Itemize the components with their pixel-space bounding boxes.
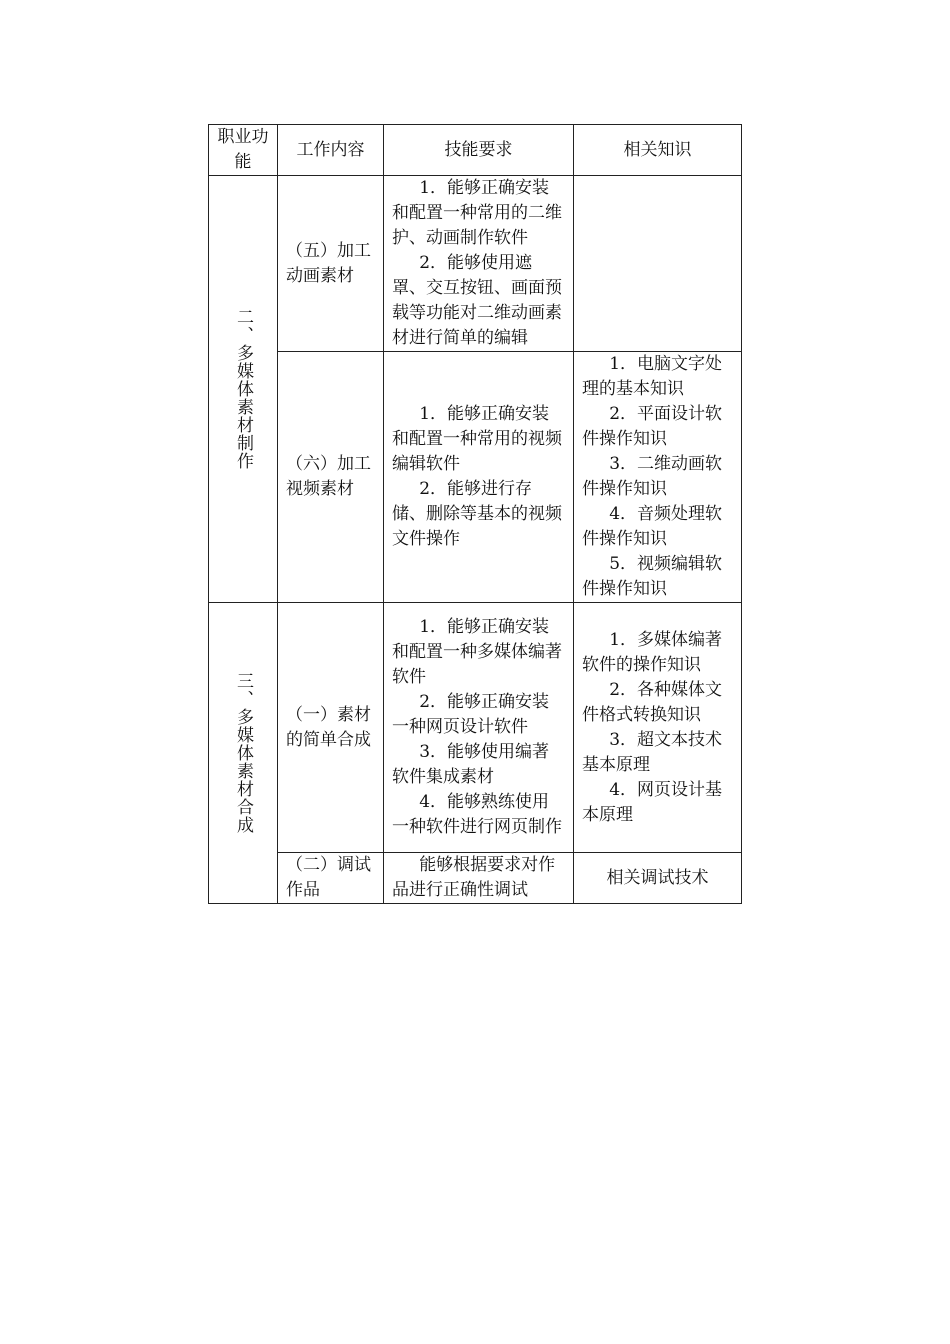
- table-row: [209, 603, 742, 853]
- knowledge-item: 2．各种媒体文件格式转换知识: [582, 679, 723, 725]
- skill-item: 1．能够正确安装和配置一种常用的视频编辑软件: [392, 404, 562, 474]
- skill-item: 4．能够熟练使用一种软件进行网页制作: [392, 792, 562, 837]
- function-cell: [209, 603, 278, 904]
- knowledge-item: 4．网页设计基本原理: [582, 779, 723, 825]
- knowledge-item: 5．视频编辑软件操作知识: [582, 554, 723, 599]
- header-content: 工作内容: [278, 125, 384, 176]
- skill-item: 2．能够进行存储、删除等基本的视频文件操作: [392, 479, 562, 549]
- content-cell: （一）素材的简单合成: [278, 603, 384, 853]
- table-row: [209, 352, 742, 603]
- function-label: 三、多媒体素材合成: [233, 672, 253, 834]
- skills-cell: [384, 603, 574, 853]
- content-cell: （六）加工视频素材: [278, 352, 384, 603]
- content-cell: （二）调试作品: [278, 853, 384, 904]
- skills-table: [208, 124, 742, 904]
- knowledge-item: 4．音频处理软件操作知识: [582, 504, 723, 549]
- knowledge-item: 3．二维动画软件操作知识: [582, 454, 723, 499]
- skill-item: 2．能够使用遮罩、交互按钮、画面预载等功能对二维动画素材进行简单的编辑: [392, 253, 562, 348]
- skills-cell: [384, 176, 574, 352]
- table-row: [209, 176, 742, 352]
- knowledge-cell: [574, 352, 742, 603]
- knowledge-item: 3．超文本技术基本原理: [582, 729, 723, 775]
- header-row: [209, 125, 742, 176]
- function-cell: [209, 176, 278, 603]
- skill-item: 1．能够正确安装和配置一种多媒体编著软件: [392, 617, 562, 687]
- knowledge-cell: [574, 176, 742, 352]
- knowledge-item: 1．多媒体编著软件的操作知识: [582, 629, 723, 675]
- content-cell: （五）加工动画素材: [278, 176, 384, 352]
- table-row: [209, 853, 742, 904]
- knowledge-cell: [574, 603, 742, 853]
- skills-cell: [384, 853, 574, 904]
- skill-item: 1．能够正确安装和配置一种常用的二维护、动画制作软件: [392, 178, 562, 248]
- skills-cell: [384, 352, 574, 603]
- header-knowledge: 相关知识: [574, 125, 742, 176]
- skill-item: 3．能够使用编著软件集成素材: [392, 742, 550, 787]
- knowledge-cell: [574, 853, 742, 904]
- header-function: 职业功能: [209, 125, 278, 176]
- knowledge-item: 2．平面设计软件操作知识: [582, 404, 723, 449]
- knowledge-item: 相关调试技术: [606, 867, 709, 888]
- header-skills: 技能要求: [384, 125, 574, 176]
- skill-item: 2．能够正确安装一种网页设计软件: [392, 692, 550, 737]
- function-label: 二、多媒体素材制作: [233, 308, 253, 470]
- knowledge-item: 1．电脑文字处理的基本知识: [582, 354, 723, 399]
- skill-item: 能够根据要求对作品进行正确性调试: [392, 855, 556, 900]
